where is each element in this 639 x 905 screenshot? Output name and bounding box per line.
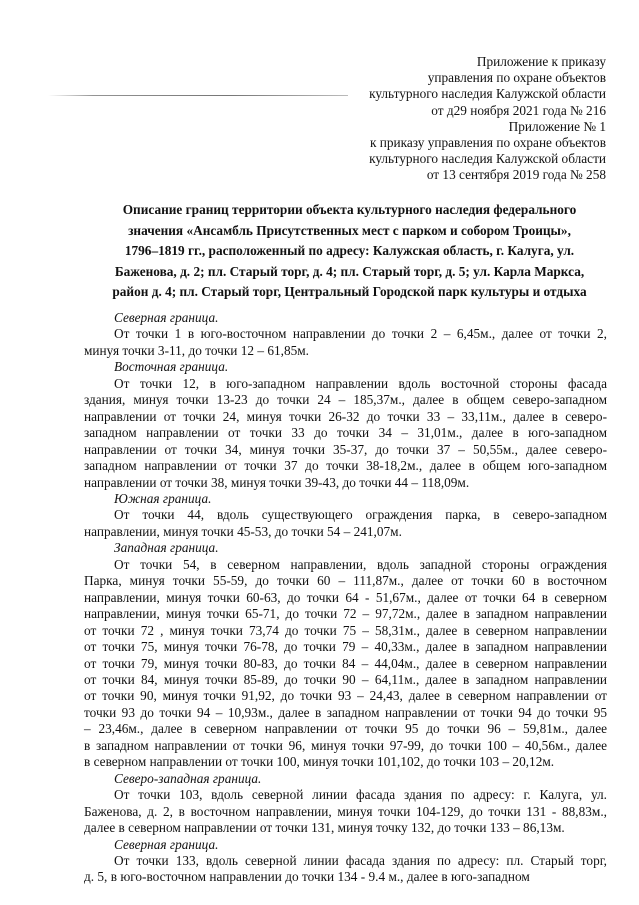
header-line: от 13 сентября 2019 года № 258	[426, 167, 606, 183]
paragraph-line: От точки 12, в юго-западном направлении вдоль восточной стороны фасада	[114, 375, 607, 391]
paragraph-line: От точки 133, вдоль северной линии фасада здания по адресу: пл. Старый торг,	[114, 852, 607, 868]
boundary-description-body	[84, 310, 607, 886]
paragraph-line: здания, минуя точки 13-23 до точки 24 – 185,37м., далее в общем северо-западном	[84, 392, 607, 408]
paragraph-line: Баженова, д. 2, в восточном направлении, минуя точки 104-129, до точки 131 - 88,83м.,	[84, 803, 607, 819]
section-heading: Южная граница.	[114, 490, 212, 506]
paragraph-line: от точки 75, минуя точки 76-78, до точки 79 – 40,33м., далее в западном направлении	[84, 639, 607, 655]
section-paragraph	[84, 787, 607, 836]
header-line: от д29 ноября 2021 года № 216	[431, 102, 606, 118]
paragraph-line: д. 5, в юго-восточном направлении до точки 134 - 9.4 м., далее в юго-западном	[84, 869, 530, 885]
section-heading: Северная граница.	[114, 836, 219, 852]
order-appendix-header	[276, 54, 606, 184]
section-heading: Северная граница.	[114, 310, 219, 325]
paragraph-line: от точки 84, минуя точки 85-89, до точки 90 – 64,11м., далее в западном направлении	[84, 671, 607, 687]
title-line: район д. 4; пл. Старый торг, Центральный Городской парк культуры и отдыха	[112, 284, 587, 299]
paragraph-line: направлении, минуя точки 60-63, до точки 64 - 51,67м., далее от точки 64 в северном	[84, 589, 607, 605]
paragraph-line: западном направлении от точки 37 до точки 38-18,2м., далее в общем юго-западном	[84, 458, 607, 474]
paragraph-line: минуя точки 3-11, до точки 12 – 61,85м.	[84, 342, 309, 358]
title-line: значения «Ансамбль Присутственных мест с парком и собором Троицы»,	[128, 222, 571, 238]
paragraph-line: От точки 44, вдоль существующего ограждения парка, в северо-западном	[114, 507, 607, 523]
paragraph-line: направлении от точки 38, минуя точки 39-43, до точки 44 – 118,09м.	[84, 474, 470, 490]
paragraph-line: от точки 79, минуя точки 80-83, до точки 84 – 44,04м., далее в северном направлении	[84, 655, 607, 671]
section-paragraph	[84, 853, 607, 886]
paragraph-line: от точки 90, минуя точки 91,92, до точки 93 – 24,43, далее в северном направлении от	[84, 688, 607, 704]
section-heading: Северо-западная граница.	[114, 770, 262, 786]
title-line: Баженова, д. 2; пл. Старый торг, д. 4; пл. Старый торг, д. 5; ул. Карла Маркса,	[114, 263, 585, 279]
title-line: 1796–1819 гг., расположенный по адресу: Калужская область, г. Калуга, ул.	[124, 243, 575, 258]
paragraph-line: От точки 1 в юго-восточном направлении до точки 2 – 6,45м., далее от точки 2,	[114, 326, 607, 342]
paragraph-line: направлении, минуя точки 65-71, до точки 72 – 97,72м., далее в западном направлении	[84, 606, 607, 622]
paragraph-line: западном направлении от точки 33 до точки 34 – 31,01м., далее в юго-западном	[84, 425, 607, 441]
header-line: Приложение к приказу	[476, 54, 606, 69]
document-title	[82, 200, 617, 303]
paragraph-line: от точки 72 , минуя точки 73,74 до точки 75 – 58,31м., далее в северном направлении	[84, 622, 607, 638]
paragraph-line: направлении, минуя точки 45-53, до точки 54 – 241,07м.	[84, 523, 402, 539]
section-paragraph	[84, 326, 607, 359]
paragraph-line: От точки 103, вдоль северной линии фасада здания по адресу: г. Калуга, ул.	[114, 787, 607, 803]
paragraph-line: в северном направлении от точки 100, минуя точки 101,102, до точки 103 – 20,12м.	[84, 754, 555, 770]
section-paragraph	[84, 557, 607, 771]
paragraph-line: От точки 54, в северном направлении, вдоль западной стороны ограждения	[114, 556, 607, 572]
paragraph-line: далее в северном направлении от точки 131, минуя точку 132, до точки 133 – 86,13м.	[84, 820, 565, 836]
paragraph-line: Парка, минуя точки 55-59, до точки 60 – 111,87м., далее от точки 60 в восточном	[84, 573, 607, 589]
header-line: культурного наследия Калужской области	[369, 151, 606, 167]
section-heading: Восточная граница.	[114, 359, 229, 375]
section-paragraph	[84, 507, 607, 540]
title-line: Описание границ территории объекта культурного наследия федерального	[122, 202, 577, 217]
paragraph-line: направлении от точки 34, минуя точки 35-37, до точки 37 – 50,55м., далее северо-	[84, 441, 607, 457]
header-line: культурного наследия Калужской области	[369, 86, 606, 102]
section-paragraph	[84, 376, 607, 491]
paragraph-line: точки 93 до точки 94 – 10,93м., далее в западном направлении от точки 94 до точки 95	[84, 704, 607, 720]
paragraph-line: направлении от точки 24, минуя точки 26-32 до точки 33 – 33,11м., далее в северо-	[84, 408, 607, 424]
header-line: к приказу управления по охране объектов	[369, 135, 606, 151]
paragraph-line: – 23,46м., далее в северном направлении от точки 95 до точки 96 – 59,81м., далее	[84, 721, 607, 737]
header-line: управления по охране объектов	[427, 70, 606, 86]
header-line: Приложение № 1	[508, 118, 606, 134]
section-heading: Западная граница.	[114, 540, 219, 556]
paragraph-line: в западном направлении от точки 96, минуя точки 97-99, до точки 100 – 40,56м., далее	[84, 737, 607, 753]
